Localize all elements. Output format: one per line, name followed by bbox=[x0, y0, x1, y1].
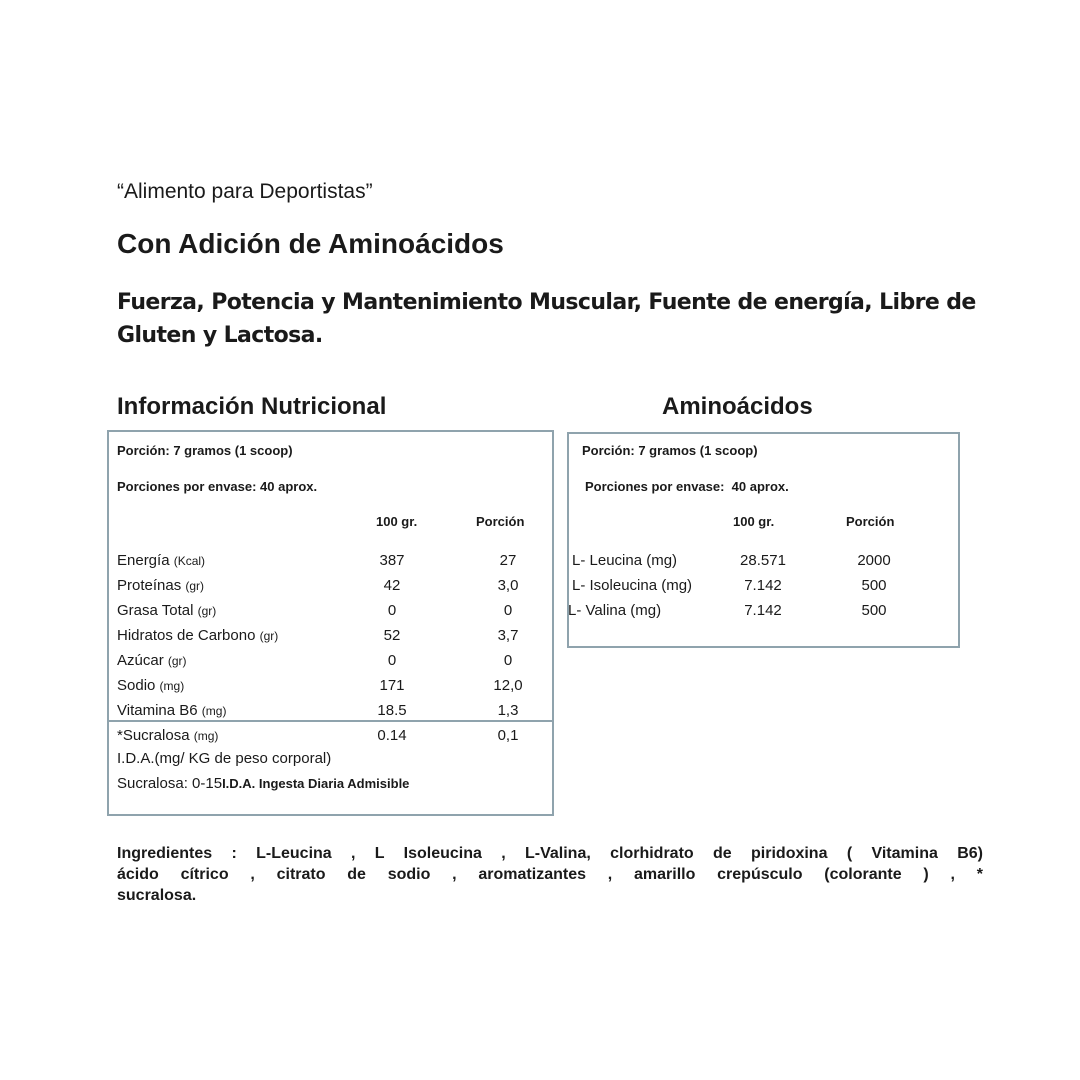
amino-servings: Porciones por envase: 40 aprox. bbox=[585, 479, 789, 494]
nutrition-row-100: 42 bbox=[383, 577, 401, 594]
amino-row-100: 28.571 bbox=[740, 552, 786, 569]
nutrition-row-100: 0.14 bbox=[377, 727, 407, 744]
nutrition-row-name: Azúcar (gr) bbox=[117, 652, 187, 669]
product-description: Fuerza, Potencia y Mantenimiento Muscular, Fuente de energía, Libre de Gluten y Lactosa. bbox=[117, 290, 976, 348]
nutrition-row-name: Vitamina B6 (mg) bbox=[117, 702, 227, 719]
nutrition-row-100: 387 bbox=[379, 552, 405, 569]
amino-row-portion: 2000 bbox=[857, 552, 891, 569]
nutrition-row-name: Proteínas (gr) bbox=[117, 577, 205, 594]
amino-col-portion: Porción bbox=[846, 514, 895, 529]
ida-note: I.D.A. Ingesta Diaria Admisible bbox=[222, 776, 410, 791]
nutrition-row-portion: 0 bbox=[503, 602, 513, 619]
amino-row-100: 7.142 bbox=[744, 577, 782, 594]
nutrition-row-name: Grasa Total (gr) bbox=[117, 602, 217, 619]
nutrition-row-portion: 3,0 bbox=[497, 577, 519, 594]
ingredients-text bbox=[117, 843, 983, 906]
ingredients-line: sucralosa. bbox=[117, 887, 197, 904]
nutrition-row-100: 52 bbox=[383, 627, 401, 644]
nutrition-row-100: 0 bbox=[387, 602, 397, 619]
product-subtitle: “Alimento para Deportistas” bbox=[117, 180, 373, 203]
nutrition-row-portion: 3,7 bbox=[497, 627, 519, 644]
nutrition-separator bbox=[107, 720, 552, 722]
nutrition-row-portion: 12,0 bbox=[493, 677, 523, 694]
amino-row-name: L- Leucina (mg) bbox=[572, 552, 678, 569]
amino-row-name: L- Valina (mg) bbox=[568, 602, 662, 619]
nutrition-row-name: Sodio (mg) bbox=[117, 677, 185, 694]
ingredients-line: Ingredientes : L-Leucina , L Isoleucina , L-Valina, clorhidrato de piridoxina ( Vitamina B6) bbox=[117, 845, 983, 862]
nutrition-row-portion: 1,3 bbox=[497, 702, 519, 719]
amino-row-100: 7.142 bbox=[744, 602, 782, 619]
ingredients-line: ácido cítrico , citrato de sodio , aromatizantes , amarillo crepúsculo (colorante ) , * bbox=[117, 866, 983, 883]
nutrition-row-100: 171 bbox=[379, 677, 405, 694]
nutrition-col-100: 100 gr. bbox=[376, 514, 418, 529]
nutrition-row-portion: 27 bbox=[499, 552, 517, 569]
amino-col-100: 100 gr. bbox=[733, 514, 775, 529]
nutrition-row-name: *Sucralosa (mg) bbox=[117, 727, 219, 744]
amino-row-portion: 500 bbox=[861, 602, 887, 619]
nutrition-col-portion: Porción bbox=[476, 514, 525, 529]
amino-row-portion: 500 bbox=[861, 577, 887, 594]
nutrition-row-portion: 0 bbox=[503, 652, 513, 669]
nutrition-row-name: Hidratos de Carbono (gr) bbox=[117, 627, 279, 644]
nutrition-row-100: 18.5 bbox=[377, 702, 407, 719]
sucralosa-range: Sucralosa: 0-15 bbox=[117, 775, 223, 792]
ida-line: I.D.A.(mg/ KG de peso corporal) bbox=[117, 750, 332, 767]
sucralosa-ida bbox=[117, 775, 409, 792]
amino-row-name: L- Isoleucina (mg) bbox=[572, 577, 693, 594]
nutrition-row-name: Energía (Kcal) bbox=[117, 552, 206, 569]
nutrition-row-100: 0 bbox=[387, 652, 397, 669]
nutrition-portion: Porción: 7 gramos (1 scoop) bbox=[117, 443, 293, 458]
nutrition-row-portion: 0,1 bbox=[497, 727, 519, 744]
nutrition-heading: Información Nutricional bbox=[117, 393, 387, 420]
nutrition-servings: Porciones por envase: 40 aprox. bbox=[117, 479, 318, 494]
amino-portion: Porción: 7 gramos (1 scoop) bbox=[582, 443, 758, 458]
product-title: Con Adición de Aminoácidos bbox=[117, 228, 504, 259]
amino-heading: Aminoácidos bbox=[662, 393, 813, 420]
